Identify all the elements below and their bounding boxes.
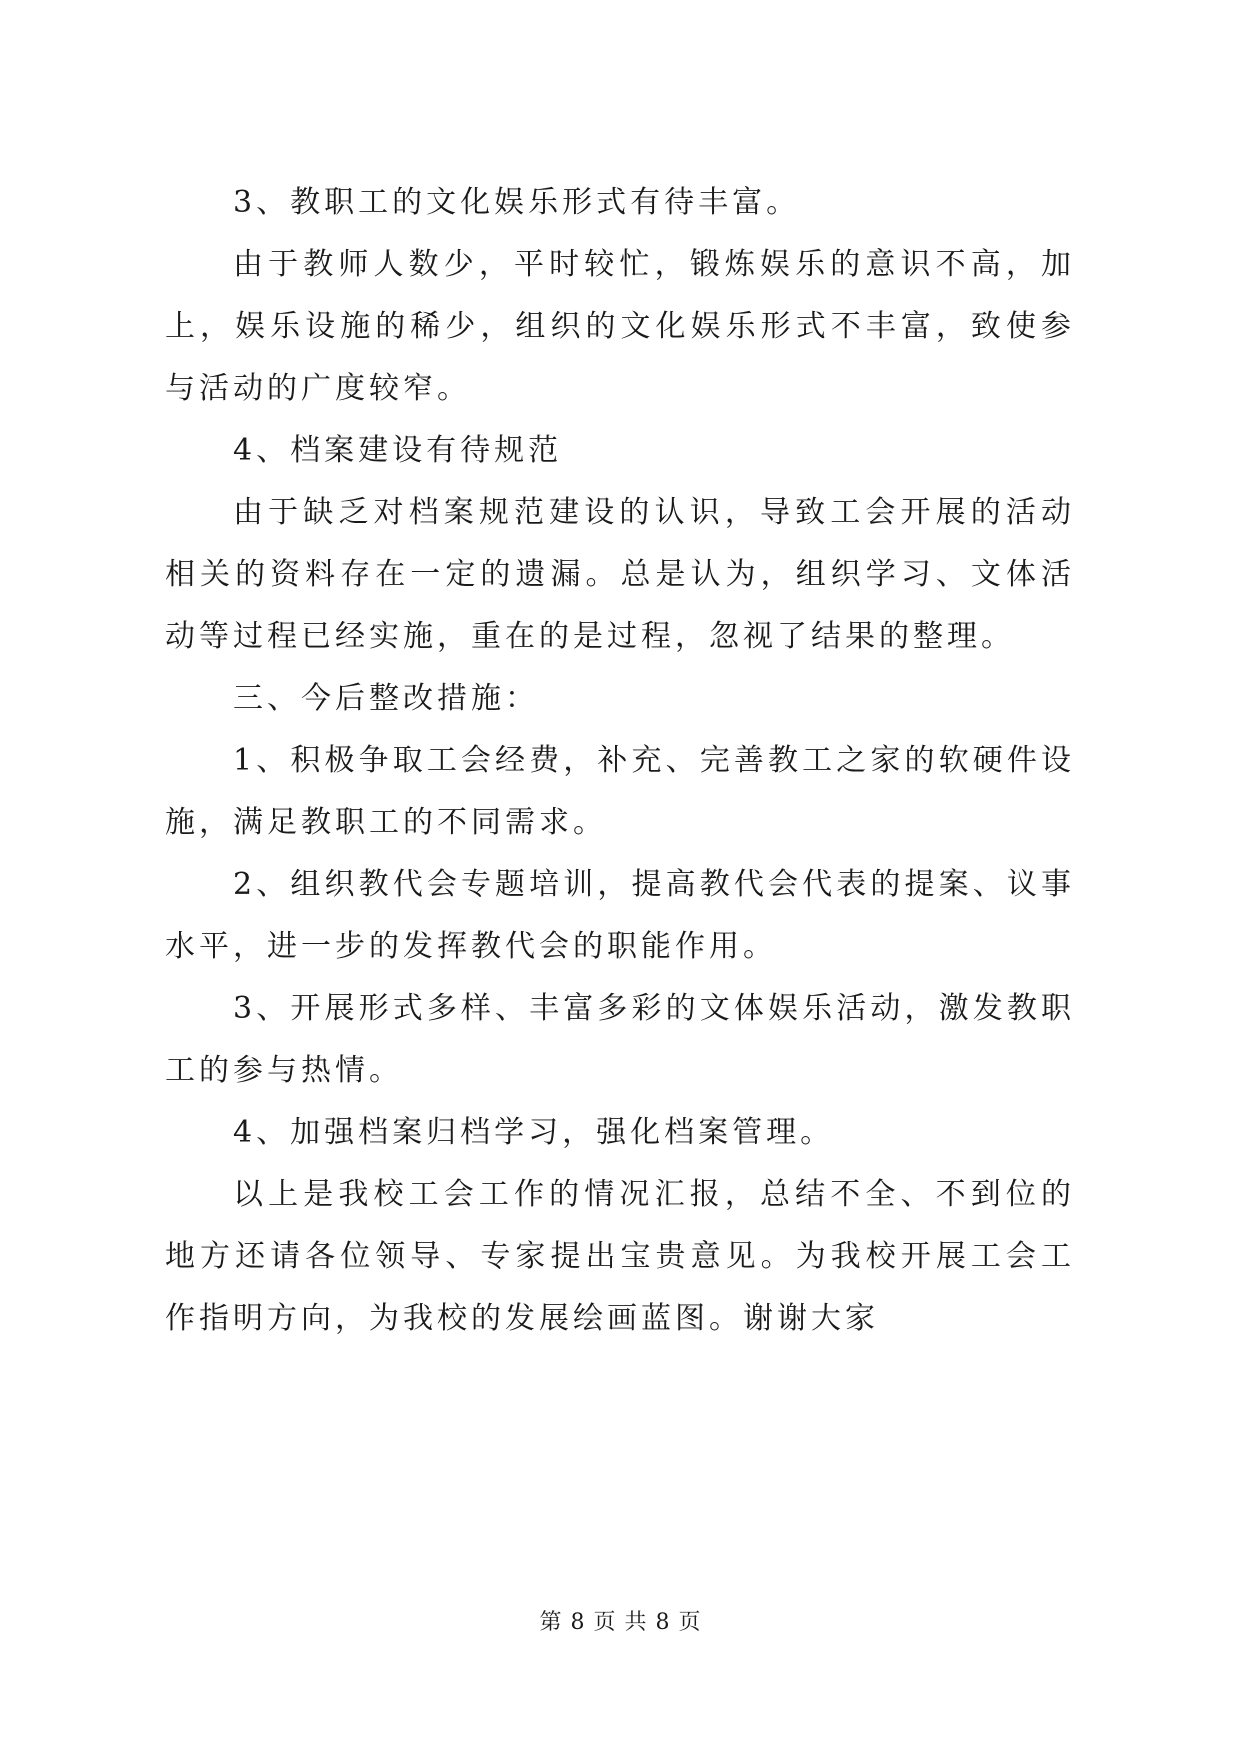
- document-body: [165, 172, 1075, 1350]
- paragraph-heading-4: 4、档案建设有待规范: [233, 433, 563, 468]
- paragraph-text: 由于教师人数少，平时较忙，锻炼娱乐的意识不高，加上，娱乐设施的稀少，组织的文化娱乐形式不丰富，致使参与活动的广度较窄。: [165, 247, 1075, 406]
- paragraph-heading-3: 3、教职工的文化娱乐形式有待丰富。: [233, 185, 801, 220]
- paragraph-text: 由于缺乏对档案规范建设的认识，导致工会开展的活动相关的资料存在一定的遗漏。总是认为，组织学习、文体活动等过程已经实施，重在的是过程，忽视了结果的整理。: [165, 495, 1075, 654]
- measure-item-4: 4、加强档案归档学习，强化档案管理。: [233, 1115, 835, 1150]
- measure-item-2: 2、组织教代会专题培训，提高教代会代表的提案、议事水平，进一步的发挥教代会的职能作用。: [165, 867, 1075, 964]
- page-number-footer: 第 8 页 共 8 页: [539, 1610, 702, 1635]
- section-heading: 三、今后整改措施：: [233, 681, 539, 716]
- measure-item-1: 1、积极争取工会经费，补充、完善教工之家的软硬件设施，满足教职工的不同需求。: [165, 743, 1075, 840]
- measure-item-3: 3、开展形式多样、丰富多彩的文体娱乐活动，激发教职工的参与热情。: [165, 991, 1075, 1088]
- closing-paragraph: 以上是我校工会工作的情况汇报，总结不全、不到位的地方还请各位领导、专家提出宝贵意见。为我校开展工会工作指明方向，为我校的发展绘画蓝图。谢谢大家: [165, 1177, 1075, 1336]
